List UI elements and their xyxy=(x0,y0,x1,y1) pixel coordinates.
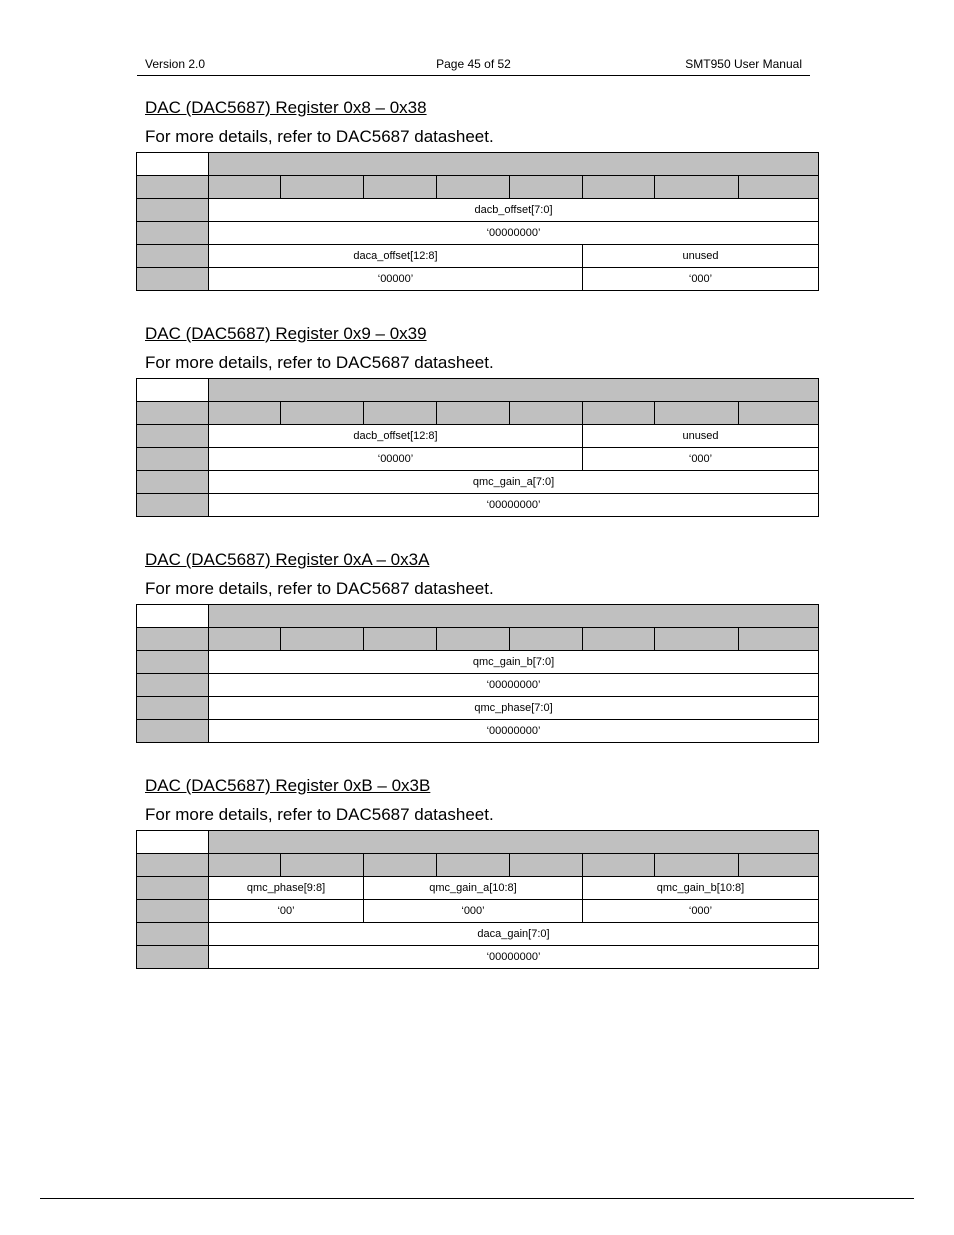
field-cell: qmc_phase[7:0] xyxy=(209,697,819,720)
table-row xyxy=(137,674,819,697)
default-value-cell: ‘00000000’ xyxy=(209,720,819,743)
field-cell: unused xyxy=(583,245,819,268)
table-row xyxy=(137,199,819,222)
field-cell: dacb_offset[12:8] xyxy=(209,425,583,448)
bit-header-cell xyxy=(510,176,583,199)
register-table xyxy=(136,152,819,291)
table-row xyxy=(137,222,819,245)
row-label-cell xyxy=(137,854,209,877)
row-label-cell xyxy=(137,720,209,743)
row-label-cell xyxy=(137,628,209,651)
field-cell: daca_gain[7:0] xyxy=(209,923,819,946)
field-cell: qmc_gain_a[10:8] xyxy=(364,877,583,900)
bit-header-cell xyxy=(364,628,437,651)
row-label-cell xyxy=(137,448,209,471)
bit-header-cell xyxy=(209,176,281,199)
bit-header-cell xyxy=(364,854,437,877)
section-subtitle: For more details, refer to DAC5687 datasheet. xyxy=(145,353,494,372)
bit-header-cell xyxy=(364,402,437,425)
table-row xyxy=(137,720,819,743)
row-label-cell xyxy=(137,674,209,697)
row-label-cell xyxy=(137,199,209,222)
row-label-cell xyxy=(137,697,209,720)
row-label-cell xyxy=(137,268,209,291)
header-corner-cell xyxy=(137,379,209,402)
field-cell: qmc_gain_b[10:8] xyxy=(583,877,819,900)
default-value-cell: ‘00’ xyxy=(209,900,364,923)
default-value-cell: ‘00000000’ xyxy=(209,222,819,245)
row-label-cell xyxy=(137,651,209,674)
section-title: DAC (DAC5687) Register 0x8 – 0x38 xyxy=(145,98,427,117)
section-title: DAC (DAC5687) Register 0xB – 0x3B xyxy=(145,776,431,795)
bit-header-cell xyxy=(281,854,364,877)
bit-header-cell xyxy=(281,628,364,651)
bit-header-cell xyxy=(583,402,655,425)
row-label-cell xyxy=(137,946,209,969)
section-title: DAC (DAC5687) Register 0xA – 0x3A xyxy=(145,550,430,569)
field-cell: qmc_phase[9:8] xyxy=(209,877,364,900)
default-value-cell: ‘000’ xyxy=(583,448,819,471)
bit-header-cell xyxy=(209,402,281,425)
bit-header-cell xyxy=(739,854,819,877)
section-title: DAC (DAC5687) Register 0x9 – 0x39 xyxy=(145,324,427,343)
bit-header-cell xyxy=(437,402,510,425)
table-row xyxy=(137,923,819,946)
register-table xyxy=(136,378,819,517)
default-value-cell: ‘000’ xyxy=(364,900,583,923)
row-label-cell xyxy=(137,900,209,923)
register-table xyxy=(136,604,819,743)
table-row xyxy=(137,471,819,494)
bit-header-cell xyxy=(437,854,510,877)
bit-header-cell xyxy=(281,176,364,199)
footer-divider xyxy=(40,1198,914,1199)
table-row xyxy=(137,268,819,291)
table-row xyxy=(137,425,819,448)
register-table xyxy=(136,830,819,969)
default-value-cell: ‘000’ xyxy=(583,268,819,291)
table-row xyxy=(137,494,819,517)
header-corner-cell xyxy=(137,153,209,176)
bit-header-cell xyxy=(583,628,655,651)
header-band xyxy=(209,831,819,854)
table-row xyxy=(137,448,819,471)
bit-header-cell xyxy=(739,176,819,199)
bit-header-cell xyxy=(510,402,583,425)
header-corner-cell xyxy=(137,831,209,854)
bit-header-cell xyxy=(437,176,510,199)
table-row xyxy=(137,651,819,674)
bit-header-cell xyxy=(583,854,655,877)
row-label-cell xyxy=(137,402,209,425)
version-label: Version 2.0 xyxy=(145,57,206,71)
bit-header-cell xyxy=(655,176,739,199)
page-number: Page 45 of 52 xyxy=(436,57,511,71)
manual-title: SMT950 User Manual xyxy=(685,57,802,71)
header-band xyxy=(209,379,819,402)
bit-header-cell xyxy=(209,628,281,651)
row-label-cell xyxy=(137,245,209,268)
field-cell: daca_offset[12:8] xyxy=(209,245,583,268)
bit-header-cell xyxy=(281,402,364,425)
bit-header-cell xyxy=(655,402,739,425)
bit-header-cell xyxy=(510,854,583,877)
field-cell: qmc_gain_a[7:0] xyxy=(209,471,819,494)
default-value-cell: ‘00000000’ xyxy=(209,946,819,969)
field-cell: unused xyxy=(583,425,819,448)
field-cell: qmc_gain_b[7:0] xyxy=(209,651,819,674)
table-row xyxy=(137,900,819,923)
bit-header-cell xyxy=(209,854,281,877)
default-value-cell: ‘00000000’ xyxy=(209,494,819,517)
default-value-cell: ‘00000’ xyxy=(209,448,583,471)
bit-header-cell xyxy=(437,628,510,651)
bit-header-cell xyxy=(739,402,819,425)
default-value-cell: ‘00000000’ xyxy=(209,674,819,697)
table-row xyxy=(137,697,819,720)
header-band xyxy=(209,153,819,176)
row-label-cell xyxy=(137,222,209,245)
bit-header-cell xyxy=(739,628,819,651)
bit-header-cell xyxy=(655,628,739,651)
section-subtitle: For more details, refer to DAC5687 datasheet. xyxy=(145,127,494,146)
field-cell: dacb_offset[7:0] xyxy=(209,199,819,222)
row-label-cell xyxy=(137,425,209,448)
default-value-cell: ‘000’ xyxy=(583,900,819,923)
bit-header-cell xyxy=(583,176,655,199)
default-value-cell: ‘00000’ xyxy=(209,268,583,291)
bit-header-cell xyxy=(510,628,583,651)
header-band xyxy=(209,605,819,628)
row-label-cell xyxy=(137,471,209,494)
row-label-cell xyxy=(137,877,209,900)
table-row xyxy=(137,877,819,900)
section-subtitle: For more details, refer to DAC5687 datasheet. xyxy=(145,805,494,824)
bit-header-cell xyxy=(364,176,437,199)
table-row xyxy=(137,946,819,969)
row-label-cell xyxy=(137,923,209,946)
row-label-cell xyxy=(137,494,209,517)
table-row xyxy=(137,245,819,268)
row-label-cell xyxy=(137,176,209,199)
section-subtitle: For more details, refer to DAC5687 datasheet. xyxy=(145,579,494,598)
page-header xyxy=(137,57,810,76)
header-corner-cell xyxy=(137,605,209,628)
bit-header-cell xyxy=(655,854,739,877)
